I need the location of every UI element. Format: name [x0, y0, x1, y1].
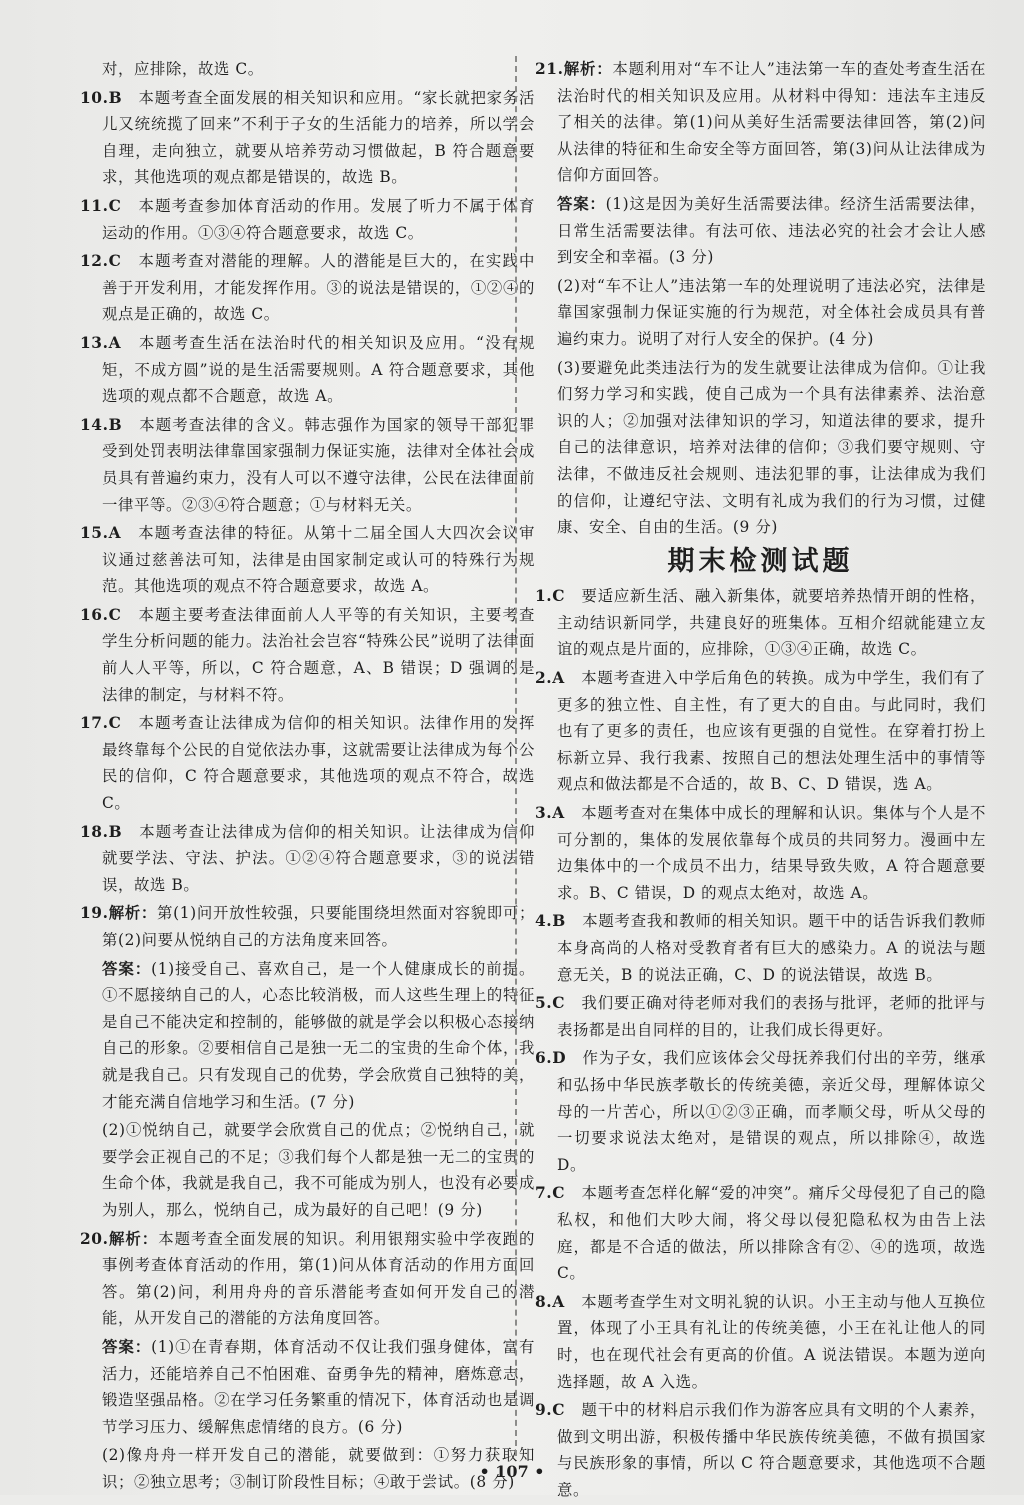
final-answer-7: 7.C 本题考查怎样化解“爱的冲突”。痛斥父母侵犯了自己的隐私权，和他们大吵大闹，将父母以侵犯隐私权为由告上法庭，都是不合适的做法，所以排除含有②、④的选项，故选 C。: [535, 1184, 986, 1283]
answer-9-tail: 对，应排除，故选 C。: [102, 60, 264, 78]
answer-15: 15.A 本题考查法律的特征。从第十二届全国人大四次会议审议通过慈善法可知，法律是由国家制定或认可的特殊行为规范。其他选项的观点不符合题意要求，故选 A。: [80, 524, 535, 596]
answer-11: 11.C 本题考查参加体育活动的作用。发展了听力不属于体育运动的作用。①③④符合题意要求，故选 C。: [80, 196, 535, 242]
final-answer-6: 6.D 作为子女，我们应该体会父母抚养我们付出的辛劳，继承和弘扬中华民族孝敬长的传统美德，亲近父母，理解体谅父母的一片苦心，所以①②③正确，而孝顺父母，听从父母的一切要求说法太绝对，是错误的观点，所以排除④，故选 D。: [535, 1049, 986, 1174]
answer-19-analysis: 19.解析：第(1)问开放性较强，只要能围绕坦然面对容貌即可；第(2)问要从悦纳自己的方法角度来回答。: [80, 904, 535, 949]
final-answer-1: 1.C 要适应新生活、融入新集体，就要培养热情开朗的性格，主动结识新同学，共建良好的班集体。互相介绍就能建立友谊的观点是片面的，应排除，①③④正确，故选 C。: [535, 587, 986, 659]
final-answer-9: 9.C 题干中的材料启示我们作为游客应具有文明的个人素养，做到文明出游，积极传播中华民族传统美德，不做有损国家与民族形象的事情，所以 C 符合题意要求，其他选项不合题意。: [535, 1401, 986, 1499]
answer-10: 10.B 本题考查全面发展的相关知识和应用。“家长就把家务活儿又统统揽了回来”不利于子女的生活能力的培养，所以学会自理，走向独立，就要从培养劳动习惯做起，B 符合题意要求，其他选项的观点都是错误的，故选 B。: [80, 88, 535, 187]
page-number: • 107 •: [479, 1462, 545, 1481]
final-answer-2: 2.A 本题考查进入中学后角色的转换。成为中学生，我们有了更多的独立性、自主性，有了更大的自由。与此同时，我们也有了更多的责任，也应该有更强的自觉性。在穿着打扮上标新立异、我行我素、按照自己的想法处理生活中的事情等观点和做法都是不合适的，故 B、C、D 错误，选 A。: [535, 669, 986, 794]
answer-17: 17.C 本题考查让法律成为信仰的相关知识。法律作用的发挥最终靠每个公民的自觉依法办事，这就需要让法律成为每个公民的信仰，C 符合题意要求，其他选项的观点不符合，故选 C。: [80, 714, 535, 813]
answer-12: 12.C 本题考查对潜能的理解。人的潜能是巨大的，在实践中善于开发利用，才能发挥作用。③的说法是错误的，①②④的观点是正确的，故选 C。: [80, 252, 535, 324]
answer-20-analysis: 20.解析：本题考查全面发展的知识。利用银翔实验中学夜跑的事例考查体育活动的作用，第(1)问从体育活动的作用方面回答。第(2)问，利用舟舟的音乐潜能考查如何开发自己的潜能，从开发自己的潜能的方法角度回答。: [80, 1229, 535, 1328]
answer-21-analysis: 21.解析：本题利用对“车不让人”违法第一车的查处考查生活在法治时代的相关知识及应用。从材料中得知：违法车主违反了相关的法律。第(1)问从美好生活需要法律回答，第(2)问从法律的特征和生命安全等方面回答，第(3)问从让法律成为信仰方面回答。: [535, 60, 986, 185]
final-answer-8: 8.A 本题考查学生对文明礼貌的认识。小王主动与他人互换位置，体现了小王具有礼让的传统美德，小王在礼让他人的同时，也在现代社会有更高的价值。A 说法错误。本题为逆向选择题，故 A 入选。: [535, 1292, 986, 1391]
left-column: [80, 56, 535, 1505]
final-answer-3: 3.A 本题考查对在集体中成长的理解和认识。集体与个人是不可分割的，集体的发展依靠每个成员的共同努力。漫画中左边集体中的一个成员不出力，结果导致失败，A 符合题意要求。B、C 错误，D 的观点太绝对，故选 A。: [535, 804, 986, 902]
answer-21-answer-3: (3)要避免此类违法行为的发生就要让法律成为信仰。①让我们努力学习和实践，使自己成为一个具有法律素养、法治意识的人；②加强对法律知识的学习，知道法律的要求，提升自己的法律意识，培养对法律的信仰；③我们要守规则、守法律，不做违反社会规则、违法犯罪的事，让法律成为我们的信仰，让遵纪守法、文明有礼成为我们的行为习惯，过健康、安全、自由的生活。(9 分): [557, 358, 986, 537]
column-divider: [515, 56, 517, 1456]
answer-13: 13.A 本题考查生活在法治时代的相关知识及应用。“没有规矩，不成方圆”说的是生活需要规则。A 符合题意要求，其他选项的观点都不合题意，故选 A。: [80, 333, 535, 406]
answer-14: 14.B 本题考查法律的含义。韩志强作为国家的领导干部犯罪受到处罚表明法律靠国家强制力保证实施，法律对全体社会成员具有普遍约束力，没有人可以不遵守法律，公民在法律面前一律平等。②③④符合题意；①与材料无关。: [80, 415, 535, 514]
answer-18: 18.B 本题考查让法律成为信仰的相关知识。让法律成为信仰就要学法、守法、护法。①②④符合题意要求，③的说法错误，故选 B。: [80, 822, 535, 894]
answer-20-answer-1: 答案：(1)①在青春期，体育活动不仅让我们强身健体，富有活力，还能培养自己不怕困难、奋勇争先的精神，磨炼意志，锻造坚强品格。②在学习任务繁重的情况下，体育活动也是调节学习压力、缓解焦虑情绪的良方。(6 分): [102, 1337, 535, 1436]
final-answer-4: 4.B 本题考查我和教师的相关知识。题干中的话告诉我们教师本身高尚的人格对受教育者有巨大的感染力。A 的说法与题意无关，B 的说法正确，C、D 的说法错误，故选 B。: [535, 912, 986, 984]
answer-20-answer-2: (2)像舟舟一样开发自己的潜能，就要做到：①努力获取知识；②独立思考；③制订阶段性目标；④敢于尝试。(8 分): [102, 1446, 535, 1491]
answer-21-answer-2: (2)对“车不让人”违法第一车的处理说明了违法必究，法律是靠国家强制力保证实施的行为规范，对全体社会成员具有普遍约束力。说明了对行人安全的保护。(4 分): [557, 276, 986, 348]
answer-21-answer-1: 答案：(1)这是因为美好生活需要法律。经济生活需要法律，日常生活需要法律。有法可依、违法必究的社会才会让人感到安全和幸福。(3 分): [557, 194, 986, 267]
right-column: [535, 56, 986, 1505]
section-title: 期末检测试题: [667, 545, 854, 577]
final-answer-5: 5.C 我们要正确对待老师对我们的表扬与批评，老师的批评与表扬都是出自同样的目的，让我们成长得更好。: [535, 994, 986, 1039]
answer-19-answer-1: 答案：(1)接受自己、喜欢自己，是一个人健康成长的前提。①不愿接纳自己的人，心态比较消极，而人这些生理上的特征是自己不能决定和控制的，能够做的就是学会以积极心态接纳自己的形象。②要相信自己是独一无二的宝贵的生命个体，我就是我自己。只有发现自己的优势，学会欣赏自己独特的美，才能充满自信地学习和生活。(7 分): [102, 959, 535, 1111]
answer-19-answer-2: (2)①悦纳自己，就要学会欣赏自己的优点；②悦纳自己，就要学会正视自己的不足；③我们每个人都是独一无二的宝贵的生命个体，我就是我自己，我不可能成为别人，也没有必要成为别人，那么，悦纳自己，成为最好的自己吧！(9 分): [102, 1121, 535, 1219]
answer-16: 16.C 本题主要考查法律面前人人平等的有关知识，主要考查学生分析问题的能力。法治社会岂容“特殊公民”说明了法律面前人人平等，所以，C 符合题意，A、B 错误；D 强调的是法律的制定，与材料不符。: [80, 605, 535, 704]
